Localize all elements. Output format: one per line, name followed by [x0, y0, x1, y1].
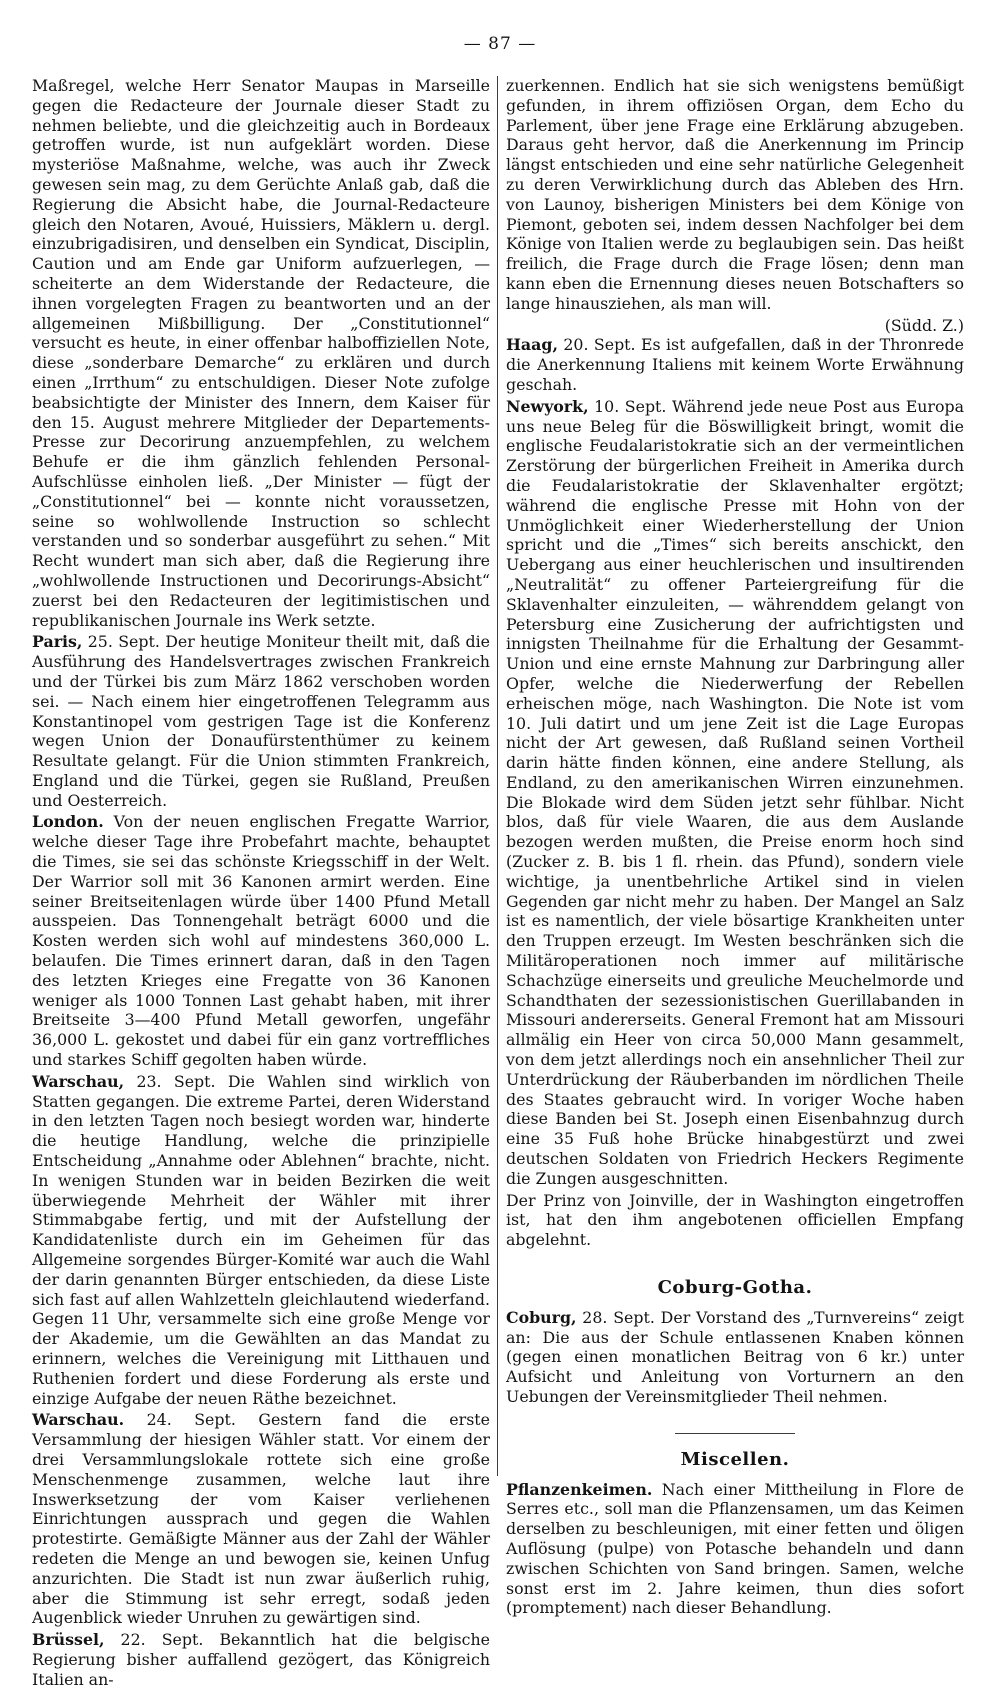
article-paragraph — [32, 1072, 490, 1409]
dateline: Haag, — [506, 335, 558, 355]
article-paragraph — [506, 1308, 964, 1407]
article-paragraph — [506, 335, 964, 394]
paragraph-text: 10. Sept. Während jede neue Post aus Europa uns neue Beleg für die Böswilligkeit bringt, womit die englische Feudalaristokratie sich an der vermeintlichen Zerstörung der bürgerlichen Freiheit in Amerika durch die Feudalaristokratie der Sklavenhalter ergötzt; während die englische Presse mit Hohn von der Unmöglichkeit einer Wiederherstellung der Union spricht und die „Times“ sich bereits anschickt, den Uebergang aus einer heuchlerischen und insultirenden „Neutralität“ zu offener Parteiergreifung für die Sklavenhalter einzuleiten, — währenddem gelangt von Petersburg eine Zusicherung der aufrichtigsten und innigsten Theilnahme für die Erhaltung der Gesammt-Union und eine ernste Mahnung zur Darbringung aller Opfer, welche die Niederwerfung der Rebellen erheischen möge, nach Washington. Die Note ist vom 10. Juli datirt und um jene Zeit ist die Lage Europas nicht der Art gewesen, daß Rußland seinen Vortheil darin hätte finden können, eine andere Stellung, als Endland, zu den amerikanischen Wirren einzunehmen. Die Blokade wird dem Süden jetzt sehr fühlbar. Nicht blos, daß für viele Waaren, die aus dem Auslande bezogen werden mußten, die Preise enorm hoch sind (Zucker z. B. bis 1 fl. rhein. das Pfund), sondern viele wichtige, ja unentbehrliche Artikel sind in vielen Gegenden gar nicht mehr zu haben. Der Mangel an Salz ist es namentlich, der viele bösartige Krankheiten unter den Truppen erzeugt. Im Westen beschränken sich die Militäroperationen noch immer auf militärische Schachzüge einerseits und greuliche Meuchelmorde und Schandthaten der sezessionistischen Guerillabanden in Missouri andererseits. General Fremont hat am Missouri allmälig ein Heer von circa 50,000 Mann gesammelt, von dem jetzt allerdings noch ein ansehnlicher Theil zur Unterdrückung der Räuberbanden im nördlichen Theile des Staates gebraucht wird. In voriger Woche haben diese Banden bei St. Joseph einen Eisenbahnzug durch eine 35 Fuß hohe Brücke hinabgestürzt und zwei deutschen Soldaten von Friedrich Heckers Regimente die Zungen ausgeschnitten. — [506, 396, 964, 1188]
dateline: Warschau. — [32, 1410, 125, 1430]
dateline: Brüssel, — [32, 1630, 105, 1650]
source-attribution: (Südd. Z.) — [884, 315, 964, 335]
paragraph-text: 23. Sept. Die Wahlen sind wirklich von Statten gegangen. Die extreme Partei, deren Widerstand in den letzten Tagen noch besiegt worden war, hinderte die heutige Handlung, welche die prinzipielle Entscheidung „Annahme oder Ablehnen“ brachte, nicht. In wenigen Stunden war in beiden Bezirken die weit überwiegende Mehrheit der Wähler mit ihrer Stimmabgabe fertig, und mit der Aufstellung der Kandidatenliste durch ein im Geheimen für das Allgemeine sorgendes Bürger-Komité war auch die Wahl der darin genannten Bürger entschieden, da diese Liste sich fast auf allen Wahlzetteln gleichlautend wiederfand. Gegen 11 Uhr, versammelte sich eine große Menge vor der Akademie, um die Gewählten an das Mandat zu erinnern, welches die Vereinigung mit Litthauen und Ruthenien fordert und diese Forderung als erste und einzige Aufgabe der neuen Räthe bezeichnet. — [32, 1071, 490, 1408]
left-column — [32, 76, 490, 1692]
dateline: Coburg, — [506, 1307, 577, 1327]
paragraph-text: 22. Sept. Bekanntlich hat die belgische Regierung bisher auffallend gezögert, das Königreich Italien an- — [32, 1630, 490, 1689]
article-paragraph — [506, 1191, 964, 1250]
dateline: London. — [32, 812, 104, 832]
paragraph-text: 24. Sept. Gestern fand die erste Versammlung der hiesigen Wähler statt. Vor einem der drei Versammlungslokale rottete sich eine große Menschenmenge zusammen, welche laut ihre Inswerksetzung der vom Kaiser verliehenen Einrichtungen aussprach und gegen die Wahlen protestirte. Gemäßigte Männer aus der Zahl der Wähler redeten die Menge an und bewogen sie, keinen Unfug anzurichten. Die Stadt ist nun zwar äußerlich ruhig, aber die Stimmung ist sehr erregt, sodaß jeden Augenblick wieder Unruhen zu gewärtigen sind. — [32, 1410, 490, 1628]
paragraph-text: 20. Sept. Es ist aufgefallen, daß in der Thronrede die Anerkennung Italiens mit keinem Worte Erwähnung geschah. — [506, 335, 964, 394]
paragraph-text: zuerkennen. Endlich hat sie sich wenigstens bemüßigt gefunden, in ihrem offiziösen Organ, dem Echo du Parlement, über jene Frage eine Erklärung abzugeben. Daraus geht hervor, daß die Anerkennung im Princip längst entschieden und eine sehr natürliche Gelegenheit zu deren Verwirklichung durch das Ableben des Hrn. von Launoy, bisherigen Ministers bei dem Könige von Piemont, geboten sei, indem dessen Nachfolger bei dem Könige von Italien werde zu beglaubigen sein. Das heißt freilich, die Frage durch die Frage lösen; denn man kann eben die Ernennung dieses neuen Botschafters so lange hinausziehen, als man will. — [506, 76, 964, 313]
dateline: Warschau, — [32, 1071, 125, 1091]
page-number: — 87 — — [463, 34, 537, 54]
section-divider — [675, 1433, 795, 1434]
paragraph-text: Nach einer Mittheilung in Flore de Serres etc., soll man die Pflanzensamen, um das Keimen derselben zu beschleunigen, mit einer fetten und öligen Auflösung (pulpe) von Potasche behandeln und dann zwischen Schichten von Sand bringen. Samen, welche sonst erst im 2. Jahre keimen, thun dies sofort (promptement) nach dieser Behandlung. — [506, 1479, 964, 1618]
paragraph-text: Maßregel, welche Herr Senator Maupas in Marseille gegen die Redacteure der Journale dieser Stadt zu nehmen beliebte, und die gleichzeitig auch in Bordeaux getroffen wurde, ist nun aufgeklärt worden. Diese mysteriöse Maßnahme, welche, was auch ihr Zweck gewesen sein mag, zu dem Gerüchte Anlaß gab, daß die Regierung die Absicht habe, die Journal-Redacteure gleich den Notaren, Avoué, Huissiers, Mäklern u. dergl. einzubrigadisiren, und denselben ein Syndicat, Disciplin, Caution und am Ende gar Uniform aufzuerlegen, — scheiterte an dem Widerstande der Redacteure, die ihnen vorgelegten Fragen zu beantworten und an der allgemeinen Mißbilligung. Der „Constitutionnel“ versucht es heute, in einer offenbar halboffiziellen Note, diese „sonderbare Demarche“ zu erklären und durch einen „Irrthum“ zu entschuldigen. Dieser Note zufolge beabsichtigte der Minister des Innern, dem Kaiser für den 15. August mehrere Mitglieder der Departements-Presse zur Decorirung anzuempfehlen, zu welchem Behufe er die ihm gänzlich fehlenden Personal-Aufschlüsse einholen ließ. „Der Minister — fügt der „Constitutionnel“ bei — konnte nicht voraussetzen, seine so wohlwollende Instruction so schlecht verstanden und so sonderbar ausgeführt zu sehen.“ Mit Recht wundert man sich aber, daß die Regierung ihre „wohlwollende Instructionen und Decorirungs-Absicht“ zuerst bei den Redacteuren der legitimistischen und republikanischen Journale ins Werk setzte. — [32, 76, 490, 630]
article-paragraph — [32, 76, 490, 630]
column-divider — [497, 76, 498, 1476]
right-column — [506, 76, 964, 1620]
article-paragraph — [32, 1630, 490, 1689]
dateline: Paris, — [32, 632, 83, 652]
article-paragraph — [506, 1480, 964, 1619]
section-heading-coburg: Coburg-Gotha. — [657, 1277, 813, 1299]
article-paragraph — [32, 812, 490, 1069]
article-paragraph — [32, 1410, 490, 1628]
paragraph-text: Der Prinz von Joinville, der in Washington eingetroffen ist, hat den ihm angebotenen officiellen Empfang abgelehnt. — [506, 1190, 964, 1250]
article-paragraph — [506, 397, 964, 1189]
article-lead: Pflanzenkeimen. — [506, 1479, 653, 1499]
section-heading-miscellen: Miscellen. — [680, 1448, 790, 1470]
dateline: Newyork, — [506, 396, 589, 416]
paragraph-text: Von der neuen englischen Fregatte Warrior, welche dieser Tage ihre Probefahrt machte, behauptet die Times, sie sei das schönste Kriegsschiff in der Welt. Der Warrior soll mit 36 Kanonen armirt werden. Eine seiner Breitseitenlagen würde über 1400 Pfund Metall ausspeien. Das Tonnengehalt beträgt 6000 und die Kosten werden sich wohl auf mindestens 360,000 L. belaufen. Die Times erinnert daran, daß in den Tagen des letzten Krieges eine Fregatte von 36 Kanonen weniger als 1000 Tonnen Last gehabt haben, mit ihrer Breitseite 3—400 Pfund Metall geworfen, ungefähr 36,000 L. gekostet und dabei für ein ganz vortreffliches und starkes Schiff gegolten haben würde. — [32, 812, 490, 1070]
paragraph-text: 25. Sept. Der heutige Moniteur theilt mit, daß die Ausführung des Handelsvertrages zwischen Frankreich und der Türkei bis zum März 1862 verschoben worden sei. — Nach einem hier eingetroffenen Telegramm aus Konstantinopel vom gestrigen Tage ist die Konferenz wegen Union der Donaufürstenthümer zu keinem Resultate gelangt. Für die Union stimmten Frankreich, England und die Türkei, gegen sie Rußland, Preußen und Oesterreich. — [32, 632, 490, 810]
paragraph-text: 28. Sept. Der Vorstand des „Turnvereins“ zeigt an: Die aus der Schule entlassenen Knaben können (gegen einen monatlichen Beitrag von 6 kr.) unter Aufsicht und Anleitung von Vorturnern an den Uebungen der Vereinsmitglieder Theil nehmen. — [506, 1307, 964, 1406]
article-paragraph — [32, 632, 490, 810]
article-paragraph — [506, 76, 964, 314]
